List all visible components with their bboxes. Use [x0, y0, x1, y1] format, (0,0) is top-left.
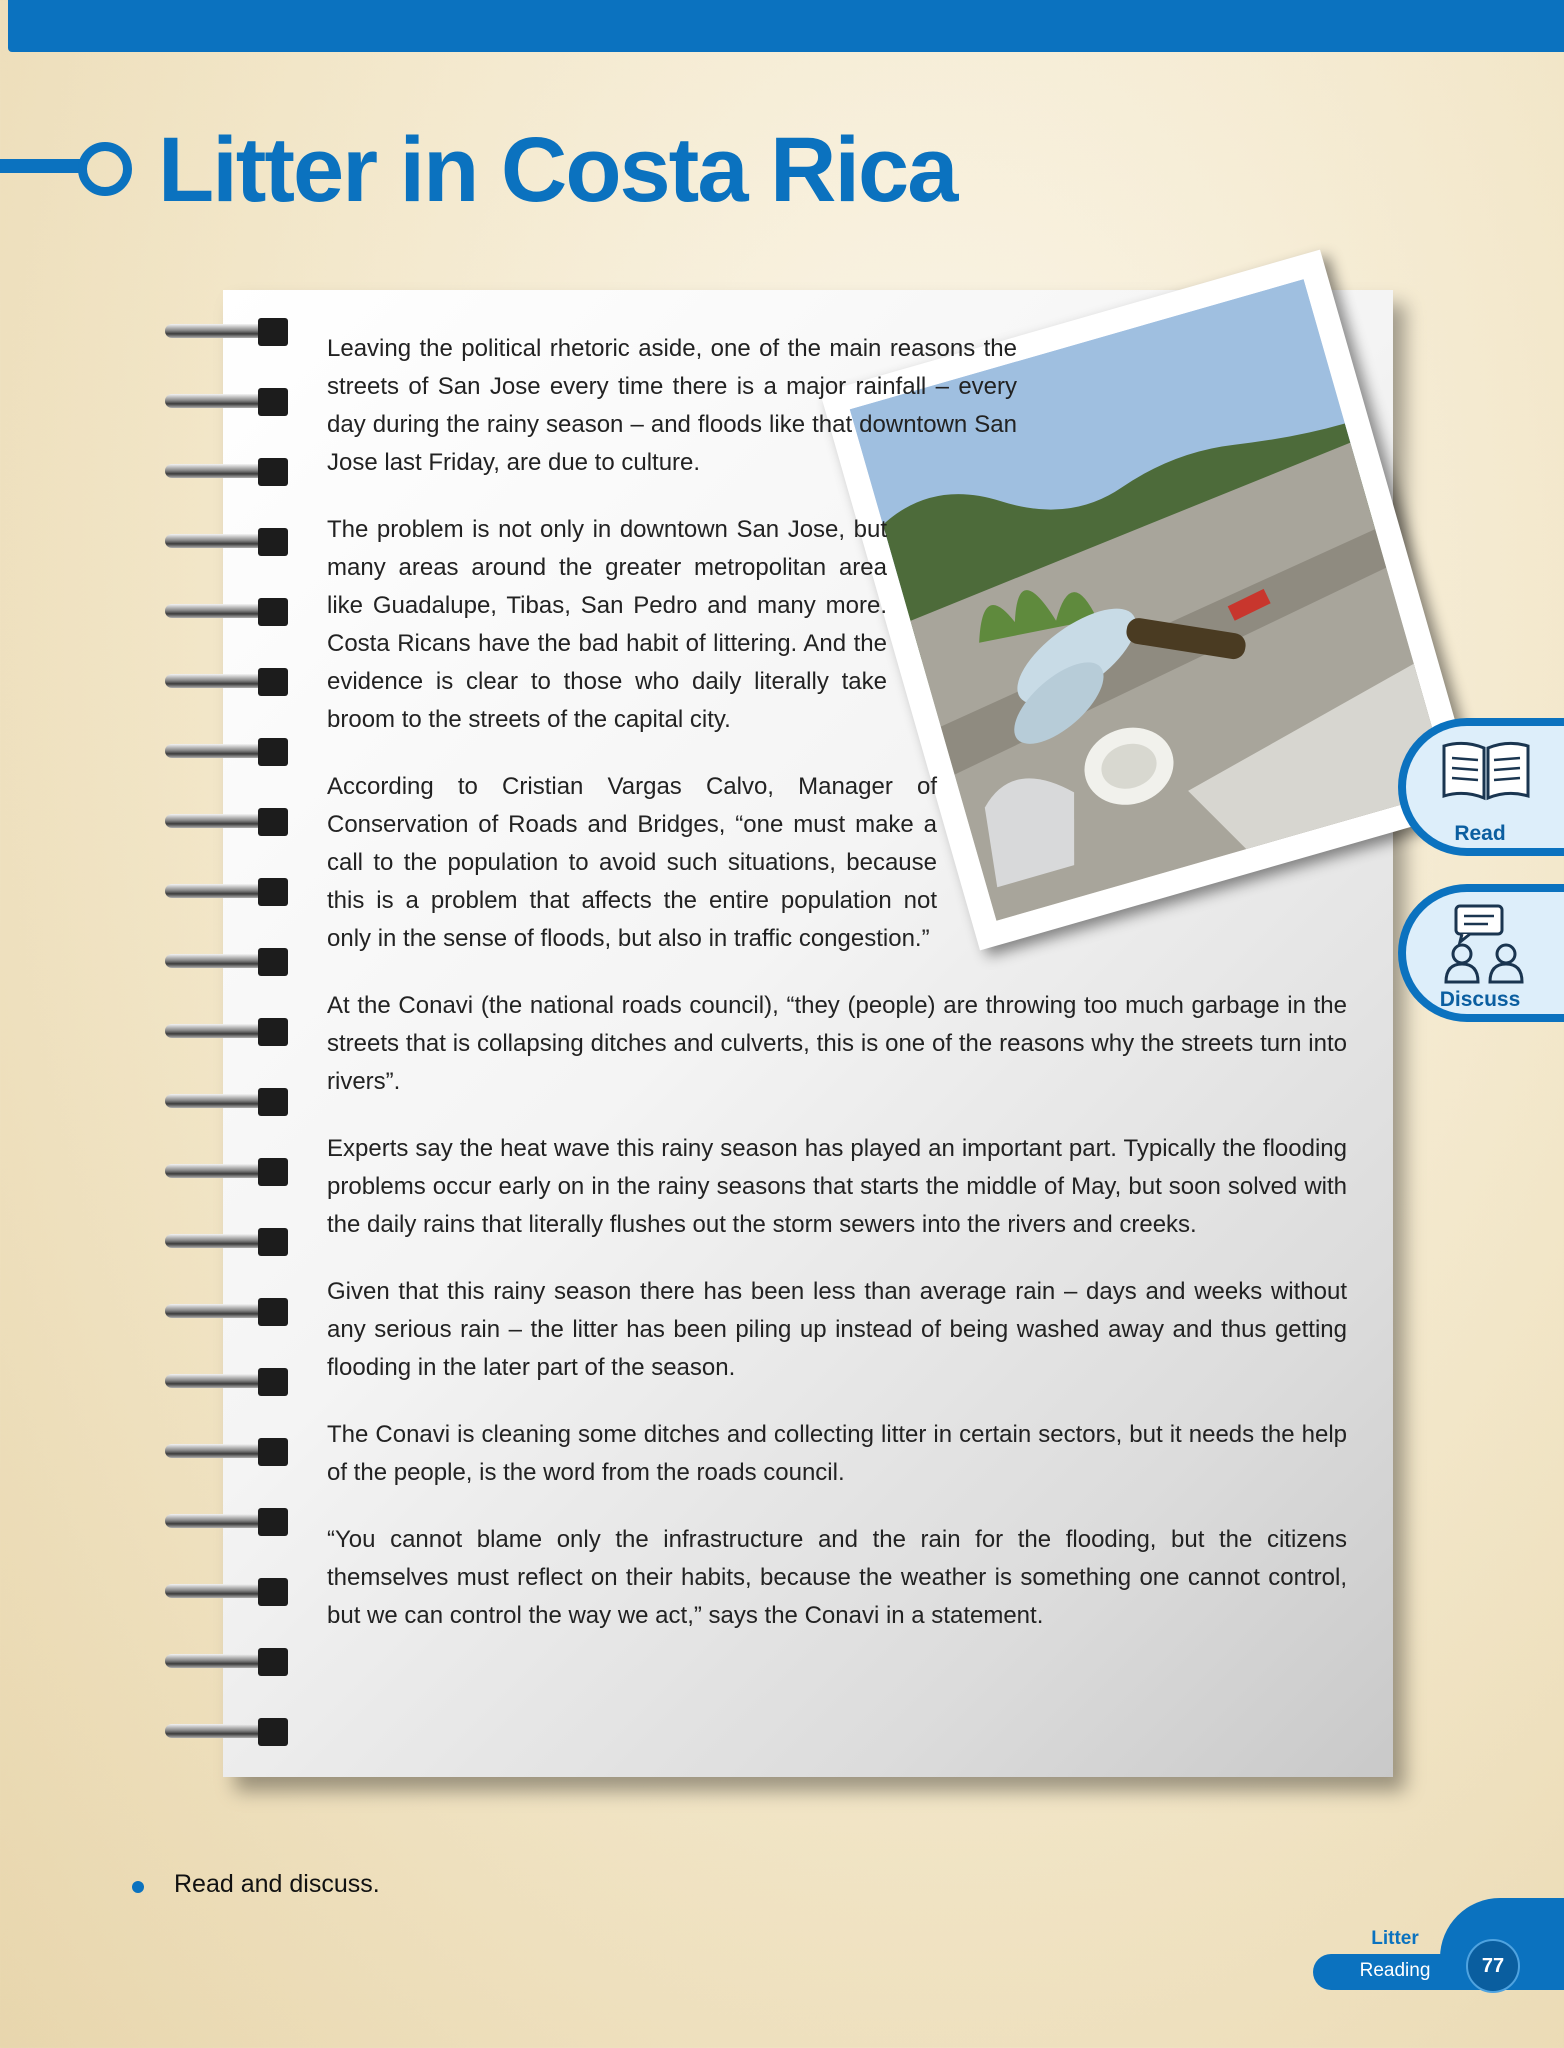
page-title: Litter in Costa Rica [158, 119, 957, 221]
article-paragraph: According to Cristian Vargas Calvo, Manager of Conservation of Roads and Bridges, “one must make a call to the population to avoid such situations, because this is a problem that affects the entire population not only in the sense of floods, but also in traffic congestion.” [327, 773, 937, 952]
title-connector-line [0, 159, 80, 173]
spiral-ring [165, 456, 290, 490]
spiral-ring [165, 526, 290, 560]
spiral-ring [165, 386, 290, 420]
article-paragraph: Given that this rainy season there has been less than average rain – days and weeks without any serious rain – the litter has been piling up instead of being washed away and thus getting flooding in the later part of the season. [327, 1278, 1347, 1381]
discuss-tab-label: Discuss [1439, 988, 1521, 1011]
spiral-ring [165, 666, 290, 700]
spiral-ring [165, 1366, 290, 1400]
footer-unit-name: Litter [1371, 1928, 1419, 1949]
read-tab[interactable] [1398, 718, 1564, 856]
read-tab-label: Read [1454, 822, 1506, 845]
spiral-ring [165, 1226, 290, 1260]
bullet-point [132, 1881, 144, 1893]
article-paragraph: The problem is not only in downtown San Jose, but many areas around the greater metropolitan area like Guadalupe, Tibas, San Pedro and many more. Costa Ricans have the bad habit of littering. And the evidence is clear to those who daily literally take broom to the streets of the capital city. [327, 516, 887, 733]
spiral-ring [165, 736, 290, 770]
spiral-ring [165, 946, 290, 980]
spiral-ring [165, 1506, 290, 1540]
spiral-ring [165, 1296, 290, 1330]
spiral-ring [165, 1086, 290, 1120]
spiral-ring [165, 806, 290, 840]
spiral-ring [165, 1576, 290, 1610]
page-number: 77 [1466, 1939, 1520, 1993]
spiral-ring [165, 316, 290, 350]
article-body [327, 330, 1347, 1664]
article-paragraph: “You cannot blame only the infrastructure and the rain for the flooding, but the citizens themselves must reflect on their habits, because the weather is something one cannot control, but we can control the way we act,” says the Conavi in a statement. [327, 1526, 1347, 1629]
spiral-ring [165, 1716, 290, 1750]
article-paragraph: Leaving the political rhetoric aside, one of the main reasons the streets of San Jose every time there is a major rainfall – every day during the rainy season – and floods like that downtown San Jose last Friday, are due to culture. [327, 335, 1017, 476]
spiral-ring [165, 1436, 290, 1470]
footer-section-name: Reading [1359, 1960, 1431, 1981]
spiral-ring [165, 1156, 290, 1190]
spiral-ring [165, 596, 290, 630]
instruction-text: Read and discuss. [174, 1870, 380, 1898]
discuss-tab[interactable] [1398, 884, 1564, 1022]
article-paragraph: The Conavi is cleaning some ditches and collecting litter in certain sectors, but it needs the help of the people, is the word from the roads council. [327, 1421, 1347, 1486]
article-paragraph: Experts say the heat wave this rainy season has played an important part. Typically the flooding problems occur early on in the rainy seasons that starts the middle of May, but soon solved with the daily rains that literally flushes out the storm sewers into the rivers and creeks. [327, 1135, 1347, 1238]
spiral-ring [165, 876, 290, 910]
title-bullet-ring [78, 142, 132, 196]
article-paragraph: At the Conavi (the national roads council), “they (people) are throwing too much garbage in the streets that is collapsing ditches and culverts, this is one of the reasons why the streets turn into rivers”. [327, 992, 1347, 1095]
spiral-ring [165, 1016, 290, 1050]
spiral-ring [165, 1646, 290, 1680]
open-book-icon [1440, 738, 1532, 802]
top-banner [8, 0, 1564, 52]
discussion-icon [1440, 904, 1532, 984]
